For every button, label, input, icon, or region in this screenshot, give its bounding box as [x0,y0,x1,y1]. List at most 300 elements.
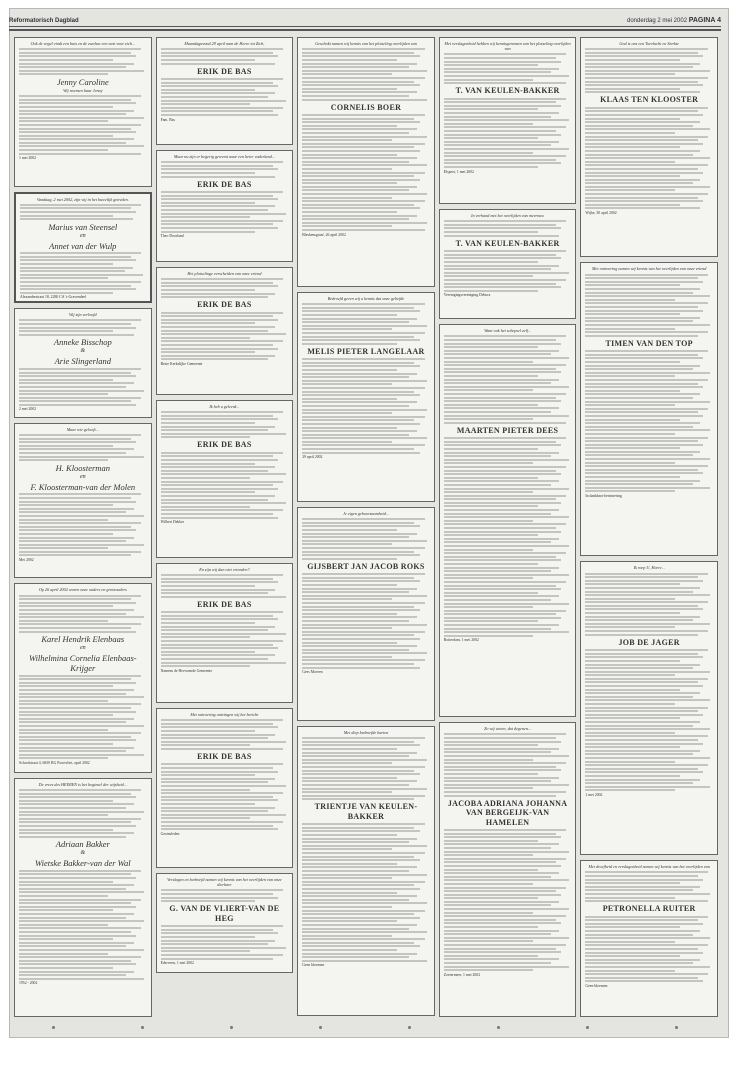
text-line [444,552,566,554]
text-line [444,148,569,150]
text-line [302,157,417,159]
text-line [585,383,697,385]
announcement [297,292,435,502]
text-line [161,195,273,197]
text-line [302,953,417,955]
text-line [302,222,427,224]
text-line [161,326,276,328]
text-line [444,879,569,881]
text-line [19,732,141,734]
text-line [444,933,551,935]
text-line [444,375,538,377]
text-line [585,717,679,719]
text-line [585,786,710,788]
text-line [585,125,692,127]
text-line [302,416,424,418]
text-line [302,52,414,54]
text-line [19,319,141,321]
text-line [585,404,674,406]
text-line [444,787,533,789]
text-line [444,588,561,590]
text-line [444,257,561,259]
text-line [585,886,700,888]
text-line [19,978,144,980]
text-line [585,882,679,884]
text-line [585,919,697,921]
announcement-name: H. Kloosterman [55,462,110,473]
text-line [19,113,126,115]
announcement-verse: Zo wij weten, dat degenen... [484,726,532,732]
text-line [444,400,561,402]
text-line [444,766,556,768]
text-line [302,95,409,97]
text-line [19,605,113,607]
text-line [585,897,674,899]
text-line [302,518,424,520]
text-line [585,172,702,174]
text-line [302,200,424,202]
text-line [161,929,273,931]
text-line [444,603,569,605]
text-line [19,945,126,947]
text-line [19,55,136,57]
text-line [444,452,559,454]
text-line [302,667,419,669]
text-line [161,322,255,324]
text-line [302,540,427,542]
text-line [302,859,419,861]
text-line [585,139,697,141]
text-line [444,470,556,472]
text-line [585,132,674,134]
text-line [444,944,566,946]
text-line [161,96,268,98]
page-date: donderdag 2 mei 2002 [626,18,688,24]
text-line [444,455,551,457]
text-line [20,267,133,269]
announcement-verse: Bedroefd geven wij u kennis dat onze geliefde [327,296,405,301]
text-line [585,454,692,456]
text-line [161,312,283,314]
text-line [444,286,561,288]
header-rule [9,26,721,27]
text-line [444,488,569,490]
text-line [585,121,700,123]
text-line [444,404,538,406]
text-line [444,958,559,960]
text-line [161,644,273,646]
text-line [19,459,108,461]
text-line [302,602,424,604]
text-line [302,229,424,231]
text-line [19,931,131,933]
text-line [161,810,268,812]
text-line [302,543,391,545]
text-line [161,726,278,728]
text-line [302,365,419,367]
text-line [302,917,419,919]
text-line [19,124,141,126]
text-line [585,52,697,54]
text-line [302,554,419,556]
text-line [161,198,278,200]
text-line [444,631,569,633]
text-line [20,215,113,217]
text-line [19,870,141,872]
text-line [161,216,250,218]
text-line [19,142,126,144]
text-line [161,422,255,424]
text-line [161,592,268,594]
announcement [156,708,294,868]
text-line [444,141,559,143]
text-line [444,620,538,622]
text-line [19,807,126,809]
announcement-joiner: & [80,850,86,857]
text-line [161,828,278,830]
text-line [302,328,391,330]
footer-dot [52,1026,55,1029]
text-line [585,281,702,283]
text-line [161,293,276,295]
text-line [585,277,697,279]
announcement-footer: Gees Moeren [302,670,323,675]
text-line [444,951,561,953]
text-line [585,941,674,943]
text-line [161,337,250,339]
text-line [19,382,134,384]
text-line [161,82,273,84]
text-line [19,881,113,883]
text-line [161,333,286,335]
text-line [19,793,131,795]
text-line [444,527,556,529]
text-line [585,761,674,763]
announcement-name: CORNELIS BOER [330,102,402,112]
text-line [20,207,131,209]
text-line [302,409,427,411]
text-line [585,186,710,188]
text-line [302,303,424,305]
text-line [19,884,134,886]
text-line [585,608,702,610]
text-line [161,950,250,952]
text-line [444,155,566,157]
text-line [444,393,566,395]
text-line [161,351,255,353]
text-line [302,791,391,793]
text-line [444,784,569,786]
text-line [444,901,559,903]
text-line [444,444,561,446]
text-line [19,609,134,611]
text-line [161,943,268,945]
text-line [444,152,533,154]
text-line [302,642,396,644]
text-line [19,796,136,798]
text-line [19,526,131,528]
text-line [19,120,108,122]
text-line [19,718,134,720]
text-line [585,893,710,895]
announcement-name: T. VAN KEULEN-BAKKER [455,238,560,248]
text-line [161,499,268,501]
text-line [161,340,283,342]
text-line [19,613,126,615]
text-line [444,75,569,77]
text-line [444,966,569,968]
text-line [161,100,286,102]
text-line [585,934,692,936]
announcement-name: T. VAN KEULEN-BAKKER [455,86,560,96]
text-line [302,332,424,334]
announcement-name: Karel Hendrik Elenbaas [41,634,125,645]
announcement-verse: Met ontroering namen wij kennis van het overlijden van onze vriend [592,266,707,272]
announcement-name: Marius van Steensel [48,221,118,232]
text-line [19,128,131,130]
text-line [302,186,417,188]
text-line [161,585,255,587]
text-line [444,495,566,497]
text-line [444,513,551,515]
text-line [585,207,700,209]
announcement-name-2: Wilhelmina Cornelia Elenbaas-Krijger [28,653,137,674]
text-line [161,172,255,174]
text-line [444,624,559,626]
text-line [585,107,707,109]
text-line [19,448,134,450]
text-line [585,653,697,655]
text-line [444,422,566,424]
text-line [444,851,569,853]
text-line [161,803,255,805]
announcement-name-2: Arie Slingerland [54,356,112,367]
text-line [444,861,556,863]
text-line [19,70,144,72]
text-line [585,656,702,658]
text-line [444,563,538,565]
text-line [161,814,286,816]
text-line [302,310,419,312]
text-line [444,635,533,637]
text-line [585,678,707,680]
text-line [161,85,278,87]
text-line [585,889,692,891]
text-line [19,493,141,495]
text-line [444,541,551,543]
announcement-verse: God is ons een Toevlucht en Sterkte [619,41,679,46]
text-line [444,346,538,348]
text-line [20,277,108,279]
text-line [444,224,556,226]
footer-dot [408,1026,411,1029]
text-line [161,92,276,94]
text-line [585,462,674,464]
text-line [585,292,692,294]
text-line [585,274,707,276]
text-line [302,616,417,618]
text-line [19,803,134,805]
text-line [161,636,250,638]
text-line [444,922,561,924]
text-line [302,606,414,608]
text-line [444,969,533,971]
text-line [161,481,283,483]
text-line [302,380,427,382]
text-line [585,302,707,304]
text-line [302,935,391,937]
announcement-footer: Verenigingsvereniging Debora [443,293,491,298]
announcement-verse: Met ontroering ontvingen wij het bericht [190,712,259,717]
text-line [161,618,278,620]
text-line [585,739,697,741]
text-line [19,818,141,820]
text-line [444,350,559,352]
text-line [302,182,396,184]
text-line [161,488,278,490]
announcement-footer: Rotterdam, 1 mei 2002 [443,638,479,643]
text-line [585,487,710,489]
text-line [444,937,569,939]
text-line [302,179,419,181]
text-line [161,658,268,660]
text-line [444,516,569,518]
text-line [161,611,283,613]
text-line [19,800,113,802]
page-date-number [627,17,721,24]
text-line [585,386,702,388]
text-line [585,63,700,65]
text-line [19,504,113,506]
text-line [444,840,538,842]
text-line [302,161,409,163]
text-line [444,61,561,63]
text-line [444,751,551,753]
text-line [302,755,409,757]
text-line [585,973,707,975]
text-line [302,856,414,858]
announcement [14,583,152,772]
text-line [444,498,556,500]
text-line [19,73,108,75]
text-line [585,732,674,734]
text-line [161,418,278,420]
text-line [585,591,692,593]
text-line [302,631,424,633]
text-line [585,419,679,421]
text-line [161,578,273,580]
text-line [19,895,108,897]
text-line [444,283,556,285]
text-line [302,536,409,538]
text-line [585,310,702,312]
text-line [161,59,255,61]
text-line [302,132,409,134]
text-line [161,506,250,508]
text-line [161,436,250,438]
text-line [302,48,424,50]
announcement-verse: En zijn wij dan niet vrienden? [199,567,250,572]
announcement-name: Jenny Caroline [56,76,109,87]
text-line [444,389,533,391]
text-line [302,863,396,865]
text-line [19,508,134,510]
text-line [585,753,692,755]
text-line [585,440,697,442]
text-line [161,348,278,350]
text-line [444,166,538,168]
text-line [19,330,113,332]
text-line [19,598,131,600]
text-line [585,923,702,925]
text-line [19,547,108,549]
text-line [19,52,131,54]
page-header [9,12,721,24]
text-line [585,750,700,752]
text-line [585,952,702,954]
announcement [439,209,577,319]
text-line [161,734,276,736]
text-line [444,415,569,417]
text-line [444,585,556,587]
text-line [444,437,566,439]
text-line [302,920,396,922]
text-line [302,63,417,65]
text-line [585,73,674,75]
text-line [161,799,278,801]
text-line [444,617,561,619]
text-line [302,656,391,658]
text-line [161,723,273,725]
text-line [444,368,556,370]
text-line [444,595,559,597]
announcement-verse: Ik heb u geleerd... [209,404,240,409]
text-line [161,789,250,791]
text-line [161,52,273,54]
announcement-name: JACOBA ADRIANA JOHANNA VAN BERGEIJK-VAN HAMELEN [447,798,568,827]
text-line [302,892,396,894]
text-line [585,182,692,184]
text-line [302,533,417,535]
text-line [444,865,561,867]
text-line [585,598,674,600]
text-line [161,932,278,934]
text-line [302,325,427,327]
text-line [302,591,409,593]
text-line [19,445,113,447]
text-line [19,117,144,119]
text-line [444,777,559,779]
text-line [444,265,559,267]
text-line [585,959,700,961]
text-line [302,225,391,227]
text-line [585,926,679,928]
text-line [585,401,710,403]
text-line [444,520,533,522]
text-line [444,780,551,782]
text-line [585,875,697,877]
text-line [302,830,419,832]
text-line [444,733,566,735]
text-line [19,66,126,68]
text-line [444,130,556,132]
text-line [19,519,108,521]
text-line [302,659,424,661]
text-line [19,811,144,813]
text-line [161,517,278,519]
text-line [161,415,273,417]
text-line [161,202,255,204]
